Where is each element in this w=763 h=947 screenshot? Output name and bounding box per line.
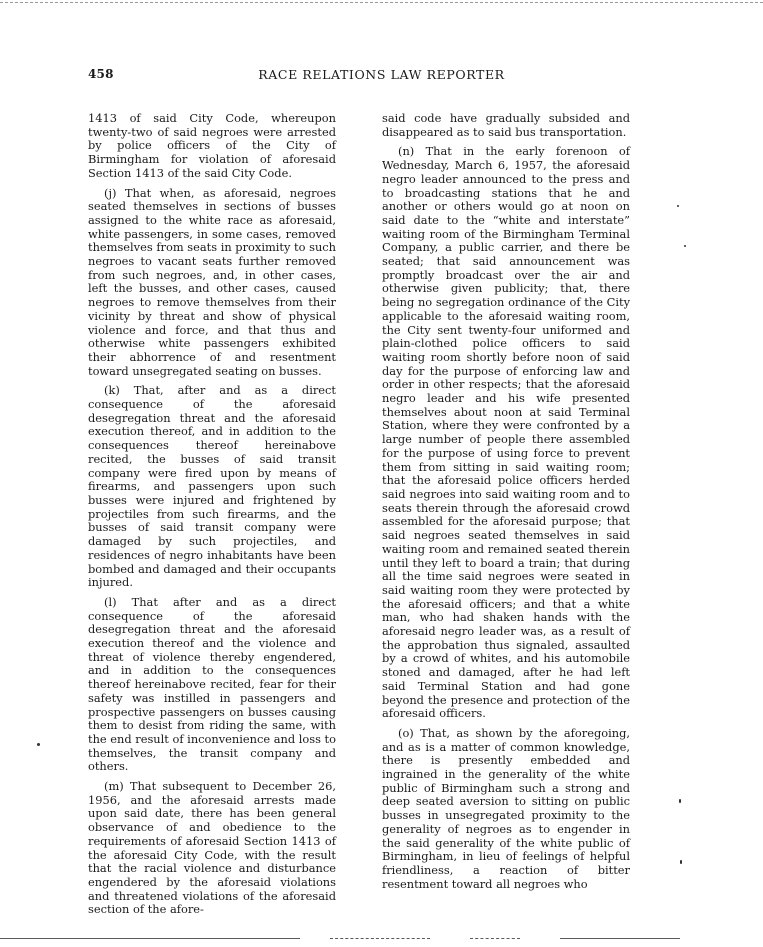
- running-head: RACE RELATIONS LAW REPORTER: [258, 67, 505, 82]
- bottom-rule-dash: [470, 938, 520, 939]
- top-edge-dashes: [0, 2, 763, 3]
- scan-speck: [679, 799, 681, 803]
- scan-speck: [37, 743, 40, 746]
- bottom-rule-right: [560, 938, 680, 939]
- left-paragraph-k: (k) That, after and as a direct consequence of the aforesaid desegregation threat and the aforesaid execution thereof, and in addition to the consequences thereof hereinabove recited, the busses of said transit company were fired upon by means of firearms, and passengers upon such busses were injured and frightened by projectiles from such firearms, and the busses of said transit company were damaged by such projectiles, and residences of negro inhabitants have been bombed and damaged and their occupants injured.: [88, 383, 336, 590]
- scan-speck: [684, 245, 686, 247]
- scan-speck: [680, 860, 682, 864]
- left-paragraph-j: (j) That when, as aforesaid, negroes seated themselves in sections of busses assigned to the white race as aforesaid, white passengers, in some cases, removed themselves from seats in proximity to such negroes to vacant seats further removed from such negroes, and, in other cases, left the busses, and other cases, caused negroes to remove themselves from their vicinity by threat and show of physical violence and force, and that thus and otherwise white passengers exhibited their abhorrence of and resentment toward unsegregated seating on busses.: [88, 185, 336, 378]
- left-paragraph-l: (l) That after and as a direct consequence of the aforesaid desegregation threat and the aforesaid execution thereof and the violence and threat of violence thereby engendered, and in addition to the consequences thereof hereinabove recited, fear for their safety was instilled in passengers and prospective passengers on busses causing them to desist from riding the same, with the end result of inconvenience and loss to themselves, the transit company and others.: [88, 594, 336, 774]
- page-number: 458: [88, 67, 114, 81]
- right-paragraph-o: (o) That, as shown by the aforegoing, and as is a matter of common knowledge, there is presently embedded and ingrained in the generality of the white public of Birmingham such a strong and deep seated aversion to sitting on public busses in unsegregated proximity to the generality of negroes as to engender in the said generality of the white public of Birmingham, in lieu of feelings of helpful friendliness, a reaction of bitter resentment toward all negroes who: [382, 725, 630, 891]
- bottom-rule-middle: [330, 938, 430, 939]
- bottom-rule-left: [0, 938, 300, 939]
- right-column: [382, 112, 630, 897]
- left-column: [88, 112, 336, 923]
- right-paragraph-n: (n) That in the early forenoon of Wednesday, March 6, 1957, the aforesaid negro leader announced to the press and to broadcasting stations that he and another or others would go at noon on said date to the “white and interstate” waiting room of the Birmingham Terminal Company, a public carrier, and there be seated; that said announcement was promptly broadcast over the air and otherwise given publicity; that, there being no segregation ordinance of the City applicable to the aforesaid waiting room, the City sent twenty-four uniformed and plain-clothed police officers to said waiting room shortly before noon of said day for the purpose of enforcing law and order in other respects; that the aforesaid negro leader and his wife presented themselves about noon at said Terminal Station, where they were confronted by a large number of people there assembled for the purpose of using force to prevent them from sitting in said waiting room; that the aforesaid police officers herded said negroes into said waiting room and to seats therein through the aforesaid crowd assembled for the aforesaid purpose; that said negroes seated themselves in said waiting room and remained seated therein until they left to board a train; that during all the time said negroes were seated in said waiting room they were protected by the aforesaid officers; and that a white man, who had shaken hands with the aforesaid negro leader was, as a result of the approbation thus signaled, assaulted by a crowd of whites, and his automobile stoned and damaged, after he had left said Terminal Station and had gone beyond the presence and protection of the aforesaid officers.: [382, 144, 630, 721]
- scan-speck: [677, 205, 679, 207]
- left-paragraph-continuation: 1413 of said City Code, whereupon twenty-two of said negroes were arrested by police officers of the City of Birmingham for violation of aforesaid Section 1413 of the said City Code.: [88, 111, 336, 180]
- right-paragraph-continuation: said code have gradually subsided and disappeared as to said bus transportation.: [382, 111, 630, 139]
- left-paragraph-m: (m) That subsequent to December 26, 1956, and the aforesaid arrests made upon said date, there has been general observance of and obedience to the requirements of aforesaid Section 1413 of the aforesaid City Code, with the result that the racial violence and disturbance engendered by the aforesaid violations and threatened violations of the aforesaid section of the afore-: [88, 779, 336, 917]
